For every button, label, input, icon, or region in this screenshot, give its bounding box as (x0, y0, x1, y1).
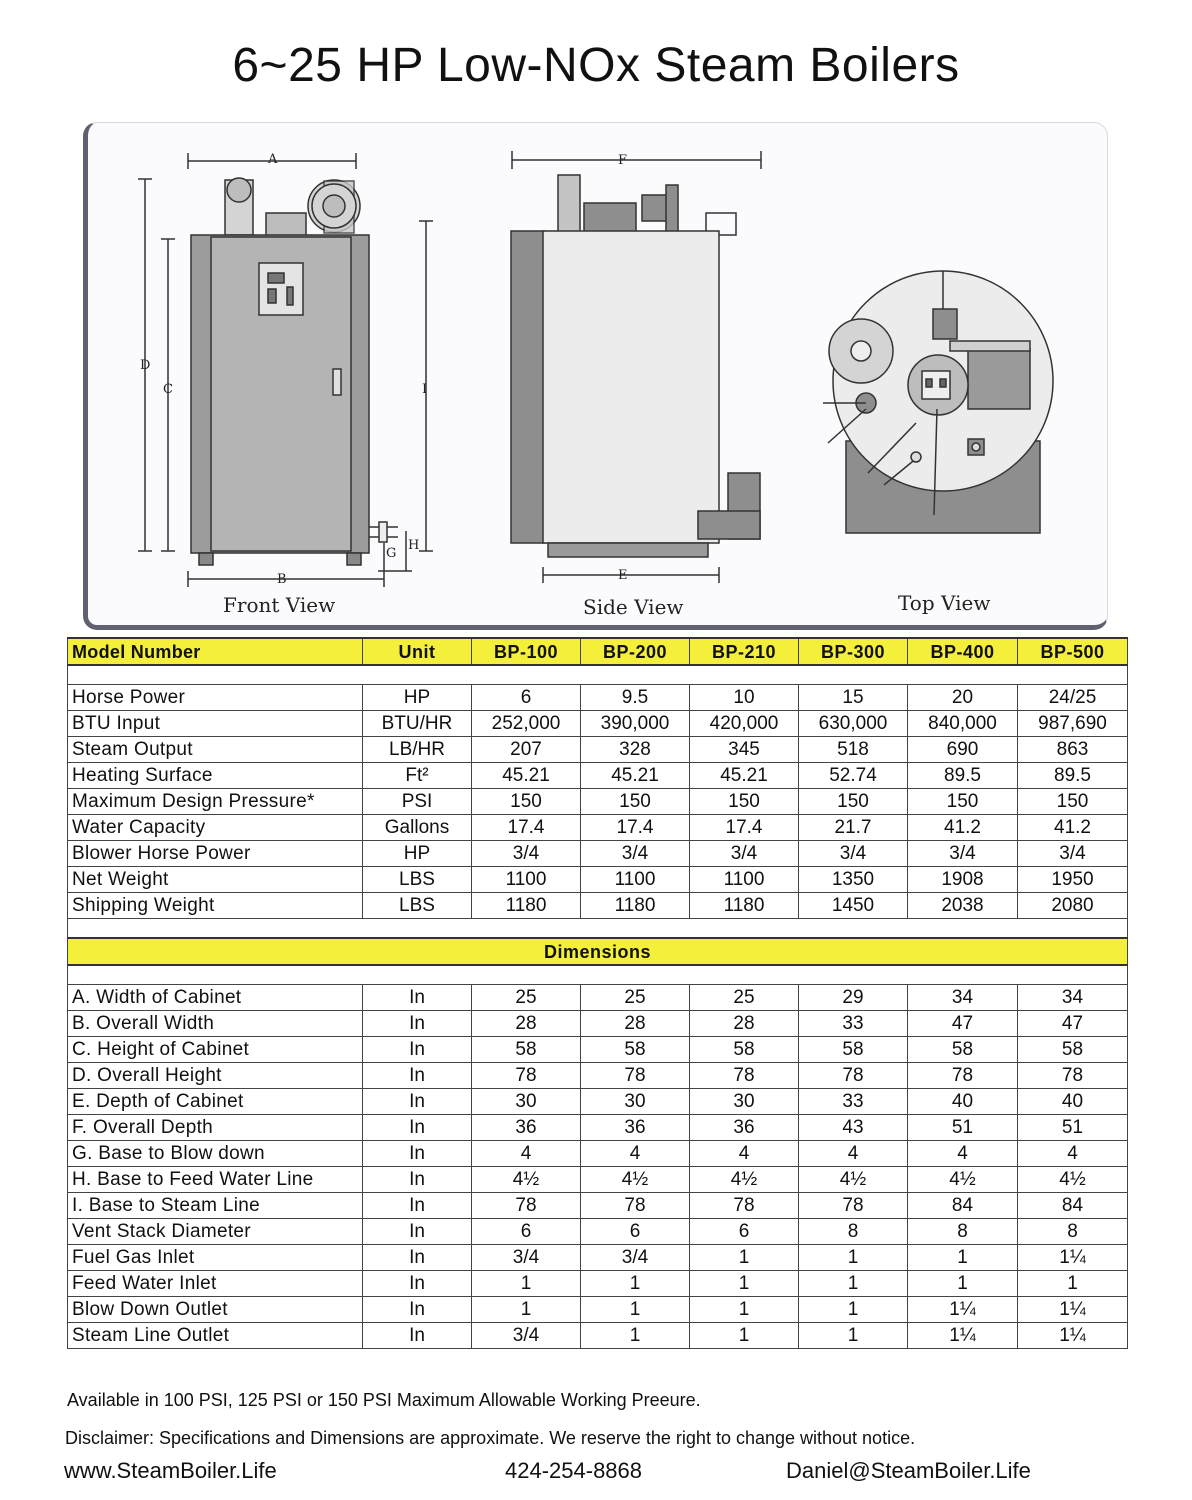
row-value: 78 (690, 1063, 799, 1089)
row-value: 1 (908, 1245, 1018, 1271)
table-row (68, 1037, 1128, 1063)
spacer-row (68, 919, 1128, 939)
row-label: E. Depth of Cabinet (68, 1089, 363, 1115)
table-row (68, 1323, 1128, 1349)
row-value: 28 (690, 1011, 799, 1037)
dim-label-a: A (268, 152, 278, 167)
row-value: 58 (799, 1037, 908, 1063)
front-view-label: Front View (223, 593, 336, 617)
row-unit: In (363, 1089, 472, 1115)
availability-note: Available in 100 PSI, 125 PSI or 150 PSI Maximum Allowable Working Preeure. (67, 1390, 701, 1410)
row-value: 1 (581, 1323, 690, 1349)
table-row (68, 1245, 1128, 1271)
row-value: 1¼ (908, 1297, 1018, 1323)
dim-label-b: B (277, 572, 287, 587)
row-value: 24/25 (1018, 685, 1128, 711)
row-value: 40 (1018, 1089, 1128, 1115)
row-value: 40 (908, 1089, 1018, 1115)
row-value: 36 (581, 1115, 690, 1141)
row-value: 150 (581, 789, 690, 815)
row-value: 78 (799, 1193, 908, 1219)
row-value: 58 (908, 1037, 1018, 1063)
header-model-number: Model Number (68, 638, 363, 665)
table-row (68, 841, 1128, 867)
row-value: 1¼ (1018, 1245, 1128, 1271)
table-header-row (68, 638, 1128, 665)
row-label: H. Base to Feed Water Line (68, 1167, 363, 1193)
row-unit: LB/HR (363, 737, 472, 763)
specification-table (67, 637, 1128, 1349)
table-row (68, 737, 1128, 763)
row-label: Blower Horse Power (68, 841, 363, 867)
row-value: 45.21 (690, 763, 799, 789)
row-value: 518 (799, 737, 908, 763)
row-value: 150 (799, 789, 908, 815)
row-value: 1 (908, 1271, 1018, 1297)
row-value: 1 (690, 1245, 799, 1271)
row-value: 1 (581, 1297, 690, 1323)
header-model: BP-210 (690, 638, 799, 665)
table-row (68, 711, 1128, 737)
row-value: 1¼ (908, 1323, 1018, 1349)
row-value: 3/4 (799, 841, 908, 867)
row-label: I. Base to Steam Line (68, 1193, 363, 1219)
row-value: 89.5 (908, 763, 1018, 789)
row-label: F. Overall Depth (68, 1115, 363, 1141)
table-row (68, 1141, 1128, 1167)
row-value: 1950 (1018, 867, 1128, 893)
row-value: 3/4 (1018, 841, 1128, 867)
row-value: 36 (690, 1115, 799, 1141)
row-value: 45.21 (472, 763, 581, 789)
row-value: 6 (472, 685, 581, 711)
row-label: Fuel Gas Inlet (68, 1245, 363, 1271)
row-value: 34 (1018, 985, 1128, 1011)
boiler-diagram-panel (83, 122, 1108, 630)
table-row (68, 1011, 1128, 1037)
row-value: 36 (472, 1115, 581, 1141)
row-value: 51 (908, 1115, 1018, 1141)
row-value: 30 (690, 1089, 799, 1115)
dim-label-g: G (386, 546, 397, 561)
table-row (68, 789, 1128, 815)
row-unit: LBS (363, 893, 472, 919)
row-value: 78 (472, 1193, 581, 1219)
spacer-row (68, 965, 1128, 985)
row-value: 25 (581, 985, 690, 1011)
row-value: 150 (1018, 789, 1128, 815)
row-value: 1 (799, 1323, 908, 1349)
row-value: 1450 (799, 893, 908, 919)
row-value: 3/4 (472, 1245, 581, 1271)
page-title: 6~25 HP Low-NOx Steam Boilers (232, 39, 960, 92)
row-value: 78 (1018, 1063, 1128, 1089)
row-value: 4 (1018, 1141, 1128, 1167)
row-value: 1 (799, 1297, 908, 1323)
row-unit: In (363, 1063, 472, 1089)
dim-label-h: H (408, 538, 420, 553)
row-label: Vent Stack Diameter (68, 1219, 363, 1245)
row-value: 345 (690, 737, 799, 763)
row-value: 84 (1018, 1193, 1128, 1219)
footer-phone[interactable]: 424-254-8868 (505, 1458, 643, 1483)
row-value: 690 (908, 737, 1018, 763)
row-value: 8 (908, 1219, 1018, 1245)
row-unit: In (363, 1323, 472, 1349)
row-value: 78 (690, 1193, 799, 1219)
row-value: 9.5 (581, 685, 690, 711)
row-value: 25 (472, 985, 581, 1011)
row-unit: In (363, 1271, 472, 1297)
row-value: 4½ (581, 1167, 690, 1193)
row-value: 45.21 (581, 763, 690, 789)
row-value: 863 (1018, 737, 1128, 763)
top-view-drawing (823, 271, 1053, 533)
row-value: 207 (472, 737, 581, 763)
row-value: 3/4 (581, 1245, 690, 1271)
spacer-cell (68, 965, 1128, 985)
row-label: G. Base to Blow down (68, 1141, 363, 1167)
row-unit: Gallons (363, 815, 472, 841)
row-label: Steam Output (68, 737, 363, 763)
row-value: 3/4 (472, 1323, 581, 1349)
side-view-label: Side View (583, 595, 684, 619)
row-value: 34 (908, 985, 1018, 1011)
row-label: Blow Down Outlet (68, 1297, 363, 1323)
row-unit: HP (363, 841, 472, 867)
row-value: 20 (908, 685, 1018, 711)
row-value: 58 (690, 1037, 799, 1063)
row-value: 58 (581, 1037, 690, 1063)
row-value: 1180 (472, 893, 581, 919)
header-model: BP-500 (1018, 638, 1128, 665)
row-value: 4 (908, 1141, 1018, 1167)
row-value: 1 (690, 1323, 799, 1349)
row-value: 8 (799, 1219, 908, 1245)
row-value: 3/4 (690, 841, 799, 867)
row-value: 58 (1018, 1037, 1128, 1063)
table-row (68, 685, 1128, 711)
row-value: 4½ (690, 1167, 799, 1193)
row-value: 1¼ (1018, 1297, 1128, 1323)
row-label: BTU Input (68, 711, 363, 737)
row-value: 33 (799, 1011, 908, 1037)
row-value: 41.2 (1018, 815, 1128, 841)
side-view-drawing (511, 151, 761, 583)
row-value: 4 (799, 1141, 908, 1167)
row-value: 630,000 (799, 711, 908, 737)
row-value: 15 (799, 685, 908, 711)
row-value: 1908 (908, 867, 1018, 893)
dim-label-d: D (140, 358, 151, 373)
row-label: B. Overall Width (68, 1011, 363, 1037)
row-label: Steam Line Outlet (68, 1323, 363, 1349)
disclaimer-note: Disclaimer: Specifications and Dimensions are approximate. We reserve the right to change without notice. (65, 1428, 916, 1448)
row-unit: In (363, 985, 472, 1011)
table-row (68, 1219, 1128, 1245)
row-value: 4 (581, 1141, 690, 1167)
row-unit: BTU/HR (363, 711, 472, 737)
row-value: 420,000 (690, 711, 799, 737)
row-value: 1180 (581, 893, 690, 919)
table-row (68, 985, 1128, 1011)
row-value: 25 (690, 985, 799, 1011)
dim-label-c: C (163, 382, 173, 397)
row-value: 17.4 (472, 815, 581, 841)
header-model: BP-200 (581, 638, 690, 665)
dimensions-title: Dimensions (68, 938, 1128, 965)
row-value: 1 (799, 1245, 908, 1271)
top-view-label: Top View (898, 591, 991, 615)
row-value: 4½ (472, 1167, 581, 1193)
row-value: 150 (472, 789, 581, 815)
row-value: 21.7 (799, 815, 908, 841)
footer-website[interactable]: www.SteamBoiler.Life (64, 1458, 277, 1483)
row-value: 2080 (1018, 893, 1128, 919)
row-unit: PSI (363, 789, 472, 815)
table-row (68, 1167, 1128, 1193)
row-value: 1180 (690, 893, 799, 919)
table-row (68, 1063, 1128, 1089)
row-value: 4 (690, 1141, 799, 1167)
dimensions-section-row (68, 938, 1128, 965)
row-unit: In (363, 1011, 472, 1037)
row-value: 1100 (690, 867, 799, 893)
row-value: 390,000 (581, 711, 690, 737)
row-value: 1 (799, 1271, 908, 1297)
table-row (68, 815, 1128, 841)
table-row (68, 763, 1128, 789)
row-value: 47 (1018, 1011, 1128, 1037)
footer-email[interactable]: Daniel@SteamBoiler.Life (786, 1458, 1031, 1483)
boiler-drawings (88, 123, 1108, 627)
row-value: 4½ (908, 1167, 1018, 1193)
row-value: 150 (690, 789, 799, 815)
row-unit: In (363, 1141, 472, 1167)
spacer-cell (68, 665, 1128, 685)
row-value: 6 (690, 1219, 799, 1245)
row-value: 840,000 (908, 711, 1018, 737)
front-view-drawing (138, 153, 433, 587)
row-value: 4 (472, 1141, 581, 1167)
row-value: 41.2 (908, 815, 1018, 841)
row-value: 30 (472, 1089, 581, 1115)
dim-label-e: E (618, 568, 628, 583)
row-value: 78 (472, 1063, 581, 1089)
row-value: 150 (908, 789, 1018, 815)
table-row (68, 1115, 1128, 1141)
row-unit: In (363, 1245, 472, 1271)
row-label: Horse Power (68, 685, 363, 711)
header-model: BP-300 (799, 638, 908, 665)
row-value: 78 (581, 1193, 690, 1219)
row-unit: In (363, 1193, 472, 1219)
row-value: 51 (1018, 1115, 1128, 1141)
row-value: 8 (1018, 1219, 1128, 1245)
row-value: 1100 (581, 867, 690, 893)
header-unit: Unit (363, 638, 472, 665)
dim-label-i: I (422, 382, 428, 397)
table-row (68, 1089, 1128, 1115)
row-value: 84 (908, 1193, 1018, 1219)
row-value: 1 (1018, 1271, 1128, 1297)
row-unit: In (363, 1219, 472, 1245)
row-value: 3/4 (908, 841, 1018, 867)
row-unit: In (363, 1115, 472, 1141)
row-label: Water Capacity (68, 815, 363, 841)
row-value: 33 (799, 1089, 908, 1115)
row-label: Shipping Weight (68, 893, 363, 919)
row-label: Heating Surface (68, 763, 363, 789)
row-label: C. Height of Cabinet (68, 1037, 363, 1063)
row-value: 4½ (1018, 1167, 1128, 1193)
row-value: 30 (581, 1089, 690, 1115)
row-value: 1¼ (1018, 1323, 1128, 1349)
row-value: 29 (799, 985, 908, 1011)
table-row (68, 893, 1128, 919)
spacer-cell (68, 919, 1128, 939)
row-value: 1350 (799, 867, 908, 893)
table-row (68, 1271, 1128, 1297)
row-value: 1 (690, 1271, 799, 1297)
row-value: 1 (581, 1271, 690, 1297)
spacer-row (68, 665, 1128, 685)
row-value: 28 (581, 1011, 690, 1037)
row-value: 1 (690, 1297, 799, 1323)
row-value: 3/4 (581, 841, 690, 867)
row-value: 1 (472, 1297, 581, 1323)
row-unit: HP (363, 685, 472, 711)
row-value: 28 (472, 1011, 581, 1037)
table-row (68, 1297, 1128, 1323)
row-value: 47 (908, 1011, 1018, 1037)
table-row (68, 1193, 1128, 1219)
row-value: 3/4 (472, 841, 581, 867)
row-value: 17.4 (581, 815, 690, 841)
row-value: 78 (908, 1063, 1018, 1089)
row-value: 2038 (908, 893, 1018, 919)
row-value: 43 (799, 1115, 908, 1141)
row-value: 58 (472, 1037, 581, 1063)
row-label: D. Overall Height (68, 1063, 363, 1089)
row-value: 252,000 (472, 711, 581, 737)
row-label: A. Width of Cabinet (68, 985, 363, 1011)
row-unit: LBS (363, 867, 472, 893)
header-model: BP-400 (908, 638, 1018, 665)
table-row (68, 867, 1128, 893)
row-unit: Ft² (363, 763, 472, 789)
row-unit: In (363, 1297, 472, 1323)
row-value: 17.4 (690, 815, 799, 841)
row-value: 6 (581, 1219, 690, 1245)
row-value: 78 (581, 1063, 690, 1089)
row-label: Feed Water Inlet (68, 1271, 363, 1297)
row-label: Maximum Design Pressure* (68, 789, 363, 815)
row-value: 4½ (799, 1167, 908, 1193)
row-value: 1100 (472, 867, 581, 893)
row-value: 89.5 (1018, 763, 1128, 789)
row-value: 328 (581, 737, 690, 763)
row-value: 52.74 (799, 763, 908, 789)
row-value: 78 (799, 1063, 908, 1089)
row-value: 1 (472, 1271, 581, 1297)
row-label: Net Weight (68, 867, 363, 893)
dim-label-f: F (618, 153, 628, 168)
row-unit: In (363, 1167, 472, 1193)
row-value: 987,690 (1018, 711, 1128, 737)
row-unit: In (363, 1037, 472, 1063)
row-value: 10 (690, 685, 799, 711)
row-value: 6 (472, 1219, 581, 1245)
header-model: BP-100 (472, 638, 581, 665)
